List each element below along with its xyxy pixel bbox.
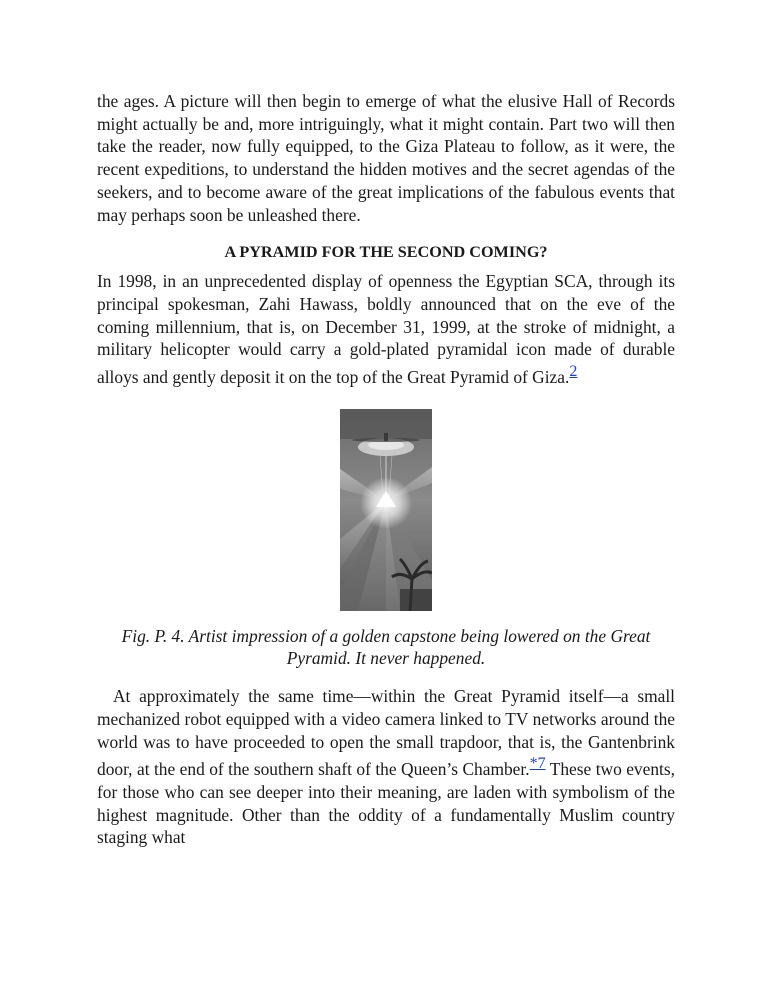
second-paragraph	[97, 685, 675, 849]
second-paragraph-text-before: At approximately the same time—within the Great Pyramid itself—a small mechanized robot equipped with a video camera linked to TV networks around the world was to have proceeded to open the small trapdoor, that is, the Gantenbrink door, at the end of the southern shaft of the Queen’s Chamber.	[97, 686, 675, 780]
second-paragraph-text-after: These two events, for those who can see deeper into their meaning, are laden with symbolism of the highest magnitude. Other than the oddity of a fundamentally Muslim country staging what	[97, 759, 675, 848]
helicopter-capstone-illustration	[340, 409, 432, 611]
section-paragraph	[97, 270, 675, 389]
section-paragraph-text: In 1998, in an unprecedented display of openness the Egyptian SCA, through its principal spokesman, Zahi Hawass, boldly announced that on the eve of the coming millennium, that is, on December 31, 1999, at the stroke of midnight, a military helicopter would carry a gold-plated pyramidal icon made of durable alloys and gently deposit it on the top of the Great Pyramid of Giza.	[97, 271, 675, 388]
page-content	[97, 90, 675, 849]
intro-paragraph: the ages. A picture will then begin to emerge of what the elusive Hall of Records might actually be and, more intriguingly, what it might contain. Part two will then take the reader, now fully equipped, to the Giza Plateau to follow, as it were, the recent expeditions, to understand the hidden motives and the secret agendas of the seekers, and to become aware of the great implications of the fabulous events that may perhaps soon be unleashed there.	[97, 91, 675, 225]
footnote-link-2[interactable]: 2	[569, 363, 578, 381]
figure-caption: Fig. P. 4. Artist impression of a golden capstone being lowered on the Great Pyramid. It never happened.	[121, 625, 651, 669]
section-heading: A PYRAMID FOR THE SECOND COMING?	[224, 243, 548, 262]
footnote-link-7[interactable]: *7	[529, 755, 546, 773]
